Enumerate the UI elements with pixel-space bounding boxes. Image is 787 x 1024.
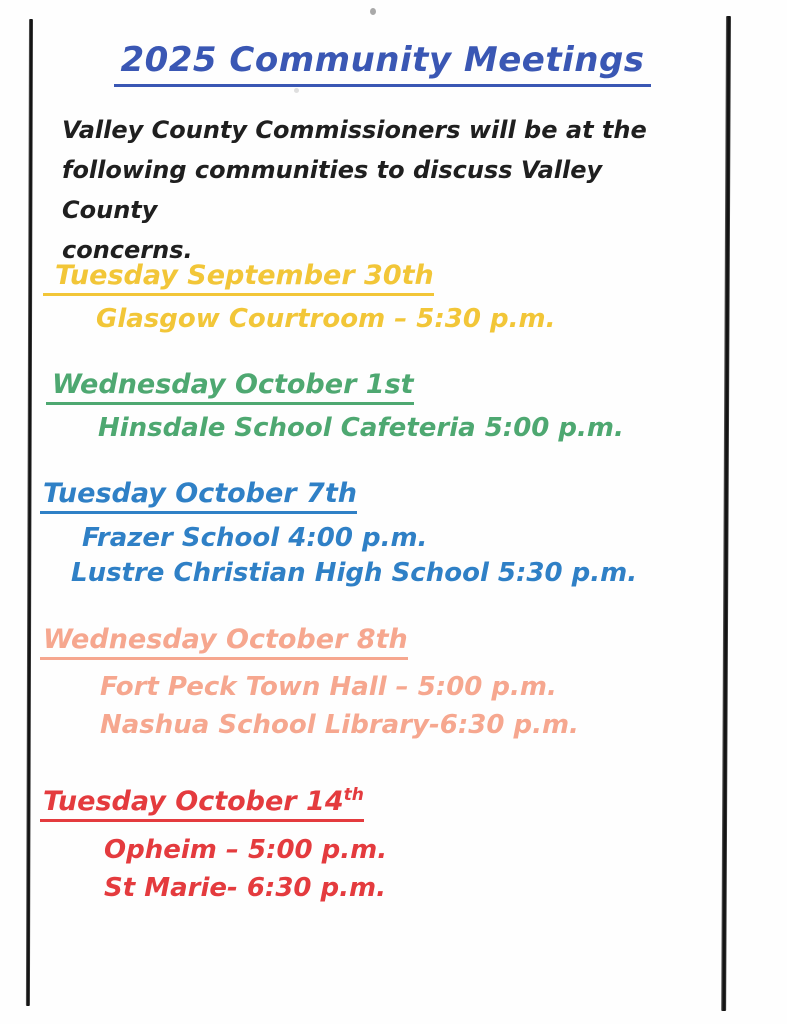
intro-paragraph bbox=[62, 110, 682, 270]
meeting-detail: Lustre Christian High School 5:30 p.m. bbox=[71, 558, 638, 588]
meeting-section-oct-8 bbox=[40, 624, 579, 741]
page-title-text: 2025 Community Meetings bbox=[114, 40, 650, 87]
meeting-detail: Fort Peck Town Hall – 5:00 p.m. bbox=[100, 672, 557, 702]
meeting-detail: Frazer School 4:00 p.m. bbox=[82, 523, 428, 553]
meeting-detail: Nashua School Library-6:30 p.m. bbox=[100, 710, 579, 740]
meeting-section-sept-30 bbox=[43, 260, 555, 335]
meeting-date-ordinal-suffix: th bbox=[343, 785, 364, 805]
meeting-date: Wednesday October 1st bbox=[46, 369, 624, 405]
scan-speck bbox=[370, 8, 376, 15]
scan-border-left-line bbox=[26, 19, 33, 1006]
meeting-date bbox=[40, 780, 387, 822]
meeting-section-oct-7 bbox=[40, 478, 637, 589]
meeting-date: Tuesday September 30th bbox=[43, 260, 555, 296]
intro-line: Valley County Commissioners will be at the bbox=[62, 116, 647, 144]
meeting-detail: St Marie- 6:30 p.m. bbox=[104, 873, 387, 903]
meeting-section-oct-1 bbox=[46, 369, 624, 444]
scan-speck bbox=[294, 88, 299, 93]
page-title bbox=[0, 40, 776, 80]
meeting-date: Tuesday October 7th bbox=[40, 478, 637, 514]
scan-border-right-line bbox=[721, 16, 731, 1011]
meeting-detail: Glasgow Courtroom – 5:30 p.m. bbox=[96, 304, 556, 334]
meeting-section-oct-14 bbox=[40, 780, 387, 904]
intro-line: concerns. bbox=[62, 236, 193, 264]
meeting-detail: Hinsdale School Cafeteria 5:00 p.m. bbox=[98, 413, 624, 443]
meeting-date: Wednesday October 8th bbox=[40, 624, 579, 660]
intro-line: following communities to discuss Valley County bbox=[62, 156, 603, 224]
meeting-detail: Opheim – 5:00 p.m. bbox=[104, 835, 388, 865]
meeting-date-text: Tuesday October 14 bbox=[43, 786, 344, 817]
